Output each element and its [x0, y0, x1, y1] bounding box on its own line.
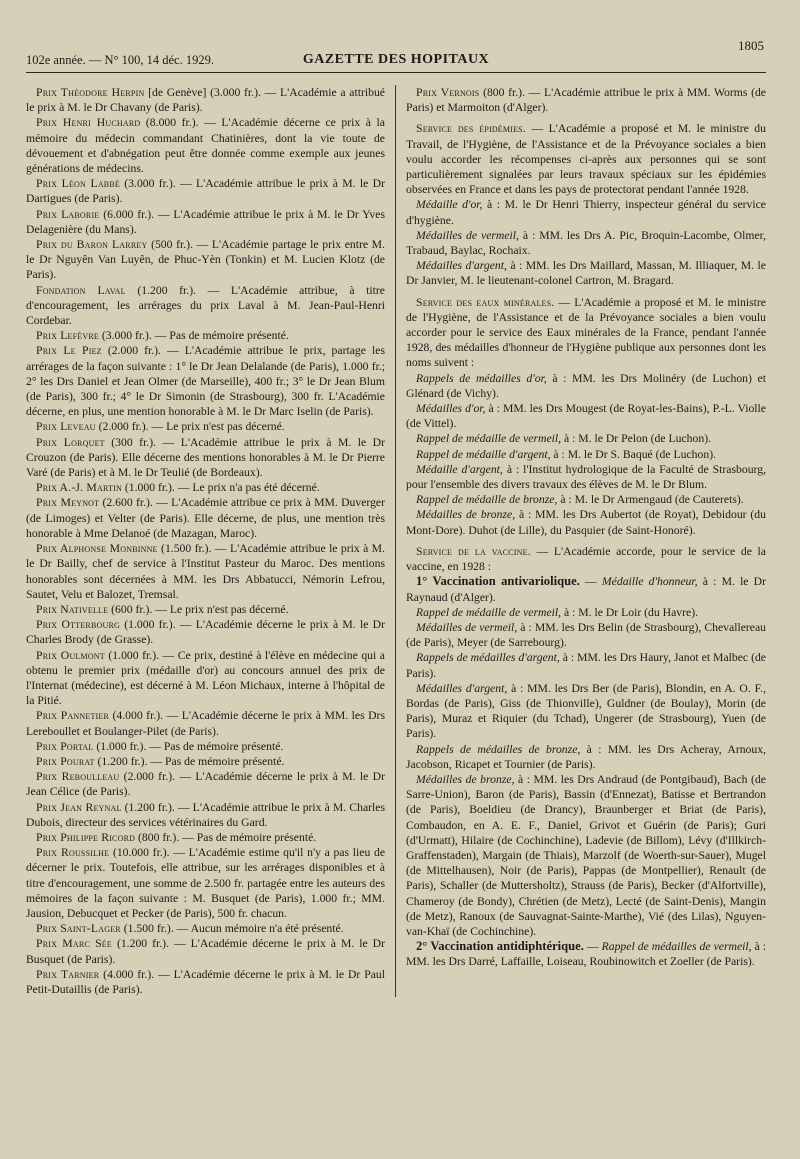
- prize-text: (300 fr.). — L'Académie attribue le prix à M. le Dr Crouzon (de Paris). Elle décerne des mentions honorables à M. le Dr Pierre Varé (de Paris) et à M. le Dr Teulié (de Bordeaux).: [26, 435, 386, 480]
- prize-entry: [26, 283, 385, 329]
- prize-entry: Prix Vernois (800 fr.). — L'Académie attribue le prix à MM. Worms (de Paris) et Marmoiton (d'Alger).: [406, 86, 766, 115]
- prize-text: (3.000 fr.). — L'Académie attribue le prix à M. le Dr Dartigues (de Paris).: [26, 177, 385, 206]
- page-header: [26, 38, 766, 73]
- prize-entry: [26, 85, 385, 115]
- prize-text: (600 fr.). — Le prix n'est pas décerné.: [108, 602, 289, 616]
- prize-name: Prix Saint-Lager: [36, 922, 121, 936]
- award-item: Médailles de bronze, à : MM. les Drs Aubertot (de Royat), Debidour (du Mont-Dore). Duhot (de Lille), du Pasquier (de Saint-Honoré).: [406, 508, 766, 537]
- prize-entry: [26, 967, 385, 997]
- prize-name: Prix Pannetier: [36, 709, 110, 723]
- prize-text: (3.000 fr.). — Pas de mémoire présenté.: [98, 329, 289, 343]
- prize-name: Prix Le Piez: [36, 344, 102, 358]
- prize-name: Prix Philippe Ricord: [36, 830, 136, 844]
- prize-entry: [26, 708, 385, 738]
- prize-name: Prix Tarnier: [36, 967, 100, 981]
- award-item: Rappels de médailles d'argent, à : MM. les Drs Haury, Janot et Malbec (de Paris).: [406, 651, 766, 680]
- prize-name: Prix Lorquet: [36, 435, 105, 449]
- prize-entry: [26, 541, 385, 602]
- prize-name: Prix Laborie: [36, 207, 100, 221]
- prize-entry: [26, 617, 385, 647]
- prize-name: Fondation Laval: [36, 283, 126, 297]
- prize-entry: [26, 480, 385, 495]
- prize-text: (500 fr.). — L'Académie partage le prix entre M. le Dr Nguyên Van Luyên, de Phuc-Yèn (Tonkin) et M. Lucien Klotz (de Paris).: [26, 238, 385, 282]
- prize-text: (1.200 fr.). — L'Académie décerne le prix à M. le Dr Busquet (de Paris).: [26, 937, 385, 966]
- prize-text: (1.000 fr.). — Ce prix, destiné à l'élève en médecine qui a obtenu le premier prix (médaille d'or) au concours annuel des prix de l'Internat (médecine), est décerné à M. Léon Michaux, interne à l'hôpital de la Pitié.: [26, 648, 385, 708]
- prize-entry: [26, 800, 385, 830]
- prize-entry: [26, 237, 385, 283]
- prize-text: (800 fr.). — Pas de mémoire présenté.: [135, 830, 317, 844]
- prize-entry: [26, 435, 385, 481]
- prize-text: (1.000 fr.). — L'Académie décerne le prix à M. le Dr Charles Brody (de Grasse).: [26, 618, 386, 647]
- section-vaccine: Service de la vaccine. — L'Académie accorde, pour le service de la vaccine, en 1928 :: [406, 544, 766, 574]
- prize-name: Prix Pourat: [36, 754, 95, 768]
- section-eaux-minerales: Service des eaux minérales. — L'Académie a proposé et M. le ministre de l'Hygiène, de l'Assistance et de la Prévoyance sociales a bien voulu accorder pour le service des Eaux minérales de la France, pendant l'année 1928, des médailles d'honneur de l'Hygiène publique aux personnes dont les noms suivent :: [406, 295, 766, 370]
- prize-text: (1.500 fr.). — L'Académie attribue le prix à M. le Dr Bailly, chef de service à l'Institut Pasteur du Maroc. Des mentions honorables sont décernées à MM. les Drs Abbatucci, Némorin Lefrou, Sautet, Velu et Balozet, Tremsal.: [26, 542, 385, 601]
- prize-text: (1.000 fr.). — Pas de mémoire présenté.: [93, 739, 284, 753]
- prize-entry: [26, 769, 385, 799]
- prize-entry: [26, 830, 385, 845]
- prize-text: (2.000 fr.). — L'Académie décerne le prix à M. le Dr Jean Célice (de Paris).: [26, 770, 385, 799]
- prize-entry: [26, 936, 385, 966]
- prize-entry: [26, 343, 385, 419]
- prize-entry: [26, 921, 385, 936]
- award-item: Rappels de médailles d'or, à : MM. les Drs Molinéry (de Luchon) et Glénard (de Vichy).: [406, 371, 766, 400]
- award-item: Rappel de médaille de bronze, à : M. le Dr Armengaud (de Cauterets).: [416, 493, 744, 507]
- text-columns: [26, 85, 766, 997]
- vaccination-antidiphterique: 2° Vaccination antidiphtérique. — Rappel de médailles de vermeil, à : MM. les Drs Darré, Laffaille, Loiseau, Roubinowitch et Zoeller (de Paris).: [406, 939, 767, 969]
- prize-text: (4.000 fr.). — L'Académie décerne le prix à MM. les Drs Lereboullet et Boulanger-Pilet (de Paris).: [26, 709, 385, 738]
- prize-name: Prix Alphonse Monbinne: [36, 542, 158, 556]
- prize-text: (1.200 fr.). — L'Académie attribue le prix à M. Charles Dubois, directeur des services vétérinaires du Gard.: [26, 800, 386, 829]
- award-item: Médailles d'or, à : MM. les Drs Mougest (de Royat-les-Bains), P.-L. Violle (de Vittel).: [406, 402, 766, 431]
- prize-text: (1.200 fr.). — Pas de mémoire présenté.: [94, 754, 285, 768]
- award-item: Médailles de vermeil, à : MM. les Drs Belin (de Strasbourg), Chevallereau (de Paris), Meyer (de Sarrebourg).: [406, 620, 766, 650]
- prize-entry: [26, 845, 385, 921]
- prize-name: Prix Otterbourg: [36, 618, 120, 632]
- prize-name: Prix Léon Labbé: [36, 177, 120, 191]
- prize-entry: [26, 328, 385, 343]
- left-column: [26, 85, 396, 997]
- prize-entry: [26, 648, 385, 709]
- award-item: Médailles d'argent, à : MM. les Drs Ber (de Paris), Blondin, en A. O. F., Bordas (de Paris), Giss (de Thionville), Guldner (de Boulay), Morin (de Paris), Muraz et Riquier (du Tchad), Ungerer (de Strasbourg), Yuen (de Paris).: [406, 681, 766, 741]
- prize-text: (1.000 fr.). — Le prix n'a pas été décerné.: [121, 481, 320, 495]
- award-item: Rappel de médaille de vermeil, à : M. le Dr Pelon (de Luchon).: [416, 432, 712, 446]
- prize-name: Prix Leveau: [36, 420, 96, 434]
- prize-name: Prix Henri Huchard: [36, 116, 141, 130]
- prize-text: (2.000 fr.). — Le prix n'est pas décerné.: [95, 420, 285, 434]
- prize-text: (10.000 fr.). — L'Académie estime qu'il n'y a pas lieu de décerner le prix. Toutefois, elle attribue, sur les arrérages disponibles et à titre d'encouragement, une somme de 2.500 fr. partagée entre les auteurs des mémoires de la façon suivante : M. Busquet (de Paris), 1.000 fr.; MM. Jausion, Debucquet et Pecker (de Paris), 500 fr. chacun.: [26, 846, 386, 920]
- award-item: Médailles de vermeil, à : MM. les Drs A. Pic, Broquin-Lacombe, Olmer, Trabaud, Baylac, Rochaix.: [406, 228, 766, 258]
- award-item: Médailles d'argent, à : MM. les Drs Maillard, Massan, M. Illiaquer, M. le Dr Janvier, M. le lieutenant-colonel Cartron, M. Bragard.: [406, 259, 766, 288]
- prize-name: Prix Portal: [36, 739, 94, 753]
- prize-entry: [26, 602, 385, 617]
- prize-entry: [26, 207, 385, 237]
- prize-name: Prix A.-J. Martin: [36, 481, 122, 495]
- award-item: Médaille d'or, à : M. le Dr Henri Thierry, inspecteur général du service d'hygiène.: [406, 198, 766, 227]
- journal-title: GAZETTE DES HOPITAUX: [302, 52, 490, 67]
- prize-name: Prix Lefèvre: [36, 329, 99, 343]
- award-item: Rappel de médaille de vermeil, à : M. le Dr Loir (du Havre).: [416, 605, 699, 619]
- vaccination-antivariolique: 1° Vaccination antivariolique. — Médaille d'honneur, à : M. le Dr Raynaud (d'Alger).: [406, 574, 767, 604]
- section-epidemies: Service des épidémies. — L'Académie a proposé et M. le ministre du Travail, de l'Hygiène, de l'Assistance et de la Prévoyance sociales a bien voulu accorder les récompenses ci-après aux personnes qui se sont particulièrement signalées par leurs travaux spéciaux sur les épidémies observées en France et dans les pays de protectorat pendant l'année 1928.: [406, 122, 766, 197]
- prize-name: Prix Reboulleau: [36, 770, 120, 784]
- award-item: Médaille d'argent, à : l'Institut hydrologique de la Faculté de Strasbourg, pour l'ensemble des divers travaux des élèves de M. le Dr Blum.: [406, 462, 766, 492]
- prize-name: Prix Théodore Herpin: [36, 86, 145, 99]
- prize-name: Prix Oulmont: [36, 648, 105, 662]
- prize-name: Prix Nativelle: [36, 602, 109, 616]
- prize-text: (4.000 fr.). — L'Académie décerne le prix à M. le Dr Paul Petit-Dutaillis (de Paris).: [26, 967, 385, 996]
- prize-entry: [26, 754, 385, 769]
- prize-entry: [26, 115, 385, 176]
- prize-name: Prix Roussilhe: [36, 846, 110, 860]
- prize-text: (1.500 fr.). — Aucun mémoire n'a été présenté.: [120, 922, 344, 936]
- prize-entry: [26, 495, 385, 541]
- award-item: Rappel de médaille d'argent, à : M. le Dr S. Baqué (de Luchon).: [416, 447, 717, 461]
- award-item: Médailles de bronze, à : MM. les Drs Andraud (de Pontgibaud), Bach (de Sarre-Union), Baron (de Paris), Bassin (d'Ennezat), Batisse et Bertrandon (de Paris), Boeldieu (de Drancy), Braunberger et Briat (de Paris), Combaudon, en A. E. F., Daniel, Grivot et Guérin (de Paris); Guri (d'Urmatt), Hilaire (de Cochinchine), Ladevie (de Billom), Lévy (d'Illkirch-Graffenstaden), Margain (de Thiais), Marzolf (de Woerth-sur-Sauer), Mugel (de Mittelhausen), Noir (de Paris), Pappas (de Montpellier), Renault (de Paris), Schaller (de Muttersholtz), Strauss (de Paris), Becker (d'Alfortville), Chameroy (de Bondy), Chrétien (de Metz), Lecté (de Saint-Denis), Mangin (de Metz), Ranoux (de Sauvagnat-Sainte-Marthe), Vié (des Lilas), Nguyen-van-Khaï (de Cochinchine).: [406, 772, 766, 938]
- prize-entry: [26, 419, 385, 434]
- page-number: 1805: [738, 38, 764, 53]
- prize-name: Prix Marc Sée: [36, 937, 112, 951]
- prize-entry: [26, 176, 385, 206]
- prize-text: (6.000 fr.). — L'Académie attribue le prix à M. le Dr Yves Delagenière (du Mans).: [26, 207, 385, 236]
- prize-text: (1.200 fr.). — L'Académie attribue, à titre d'encouragement, les arrérages du prix Laval à M. Jean-Paul-Henri Cordebar.: [26, 283, 385, 328]
- prize-entry: [26, 739, 385, 754]
- prize-text: (8.000 fr.). — L'Académie décerne ce prix à la mémoire du médecin commandant Chatinières, dont la vie toute de dévouement et d'abnégation peut être donnée comme exemple aux jeunes générations de médecins.: [26, 116, 385, 176]
- issue-info: 102e année. — N° 100, 14 déc. 1929.: [26, 53, 214, 67]
- prize-name: Prix Jean Reynal: [36, 800, 122, 814]
- award-item: Rappels de médailles de bronze, à : MM. les Drs Acheray, Arnoux, Jacobson, Ricapet et Tournier (de Paris).: [406, 742, 767, 771]
- prize-name: Prix du Baron Larrey: [36, 238, 148, 252]
- right-column: [396, 85, 766, 997]
- prize-text: (2.600 fr.). — L'Académie attribue ce prix à MM. Duverger (de Limoges) et Velter (de Paris). Elle décerne, de plus, une mention très honorable à Mme Delanoé (de Mazagan, Maroc).: [26, 496, 385, 540]
- prize-text: (2.000 fr.). — L'Académie attribue le prix, partage les arrérages de la façon suivante : 1° le Dr Jean Delalande (de Paris), 1.000 fr.; 2° les Drs Daniel et Jean Olmer (de Marseille), 400 fr.; 3° le Dr Jean Blum (de Paris), 300 fr.; 4° le Dr Simonin (de Strasbourg), 300 fr. L'Académie décerne, en plus, une mention honorable à M. le Dr Marc Iselin (de Paris).: [26, 344, 385, 419]
- prize-text: [de Genève] (3.000 fr.). — L'Académie a attribué le prix à M. le Dr Chavany (de Paris).: [26, 86, 385, 115]
- prize-name: Prix Meynot: [36, 496, 100, 510]
